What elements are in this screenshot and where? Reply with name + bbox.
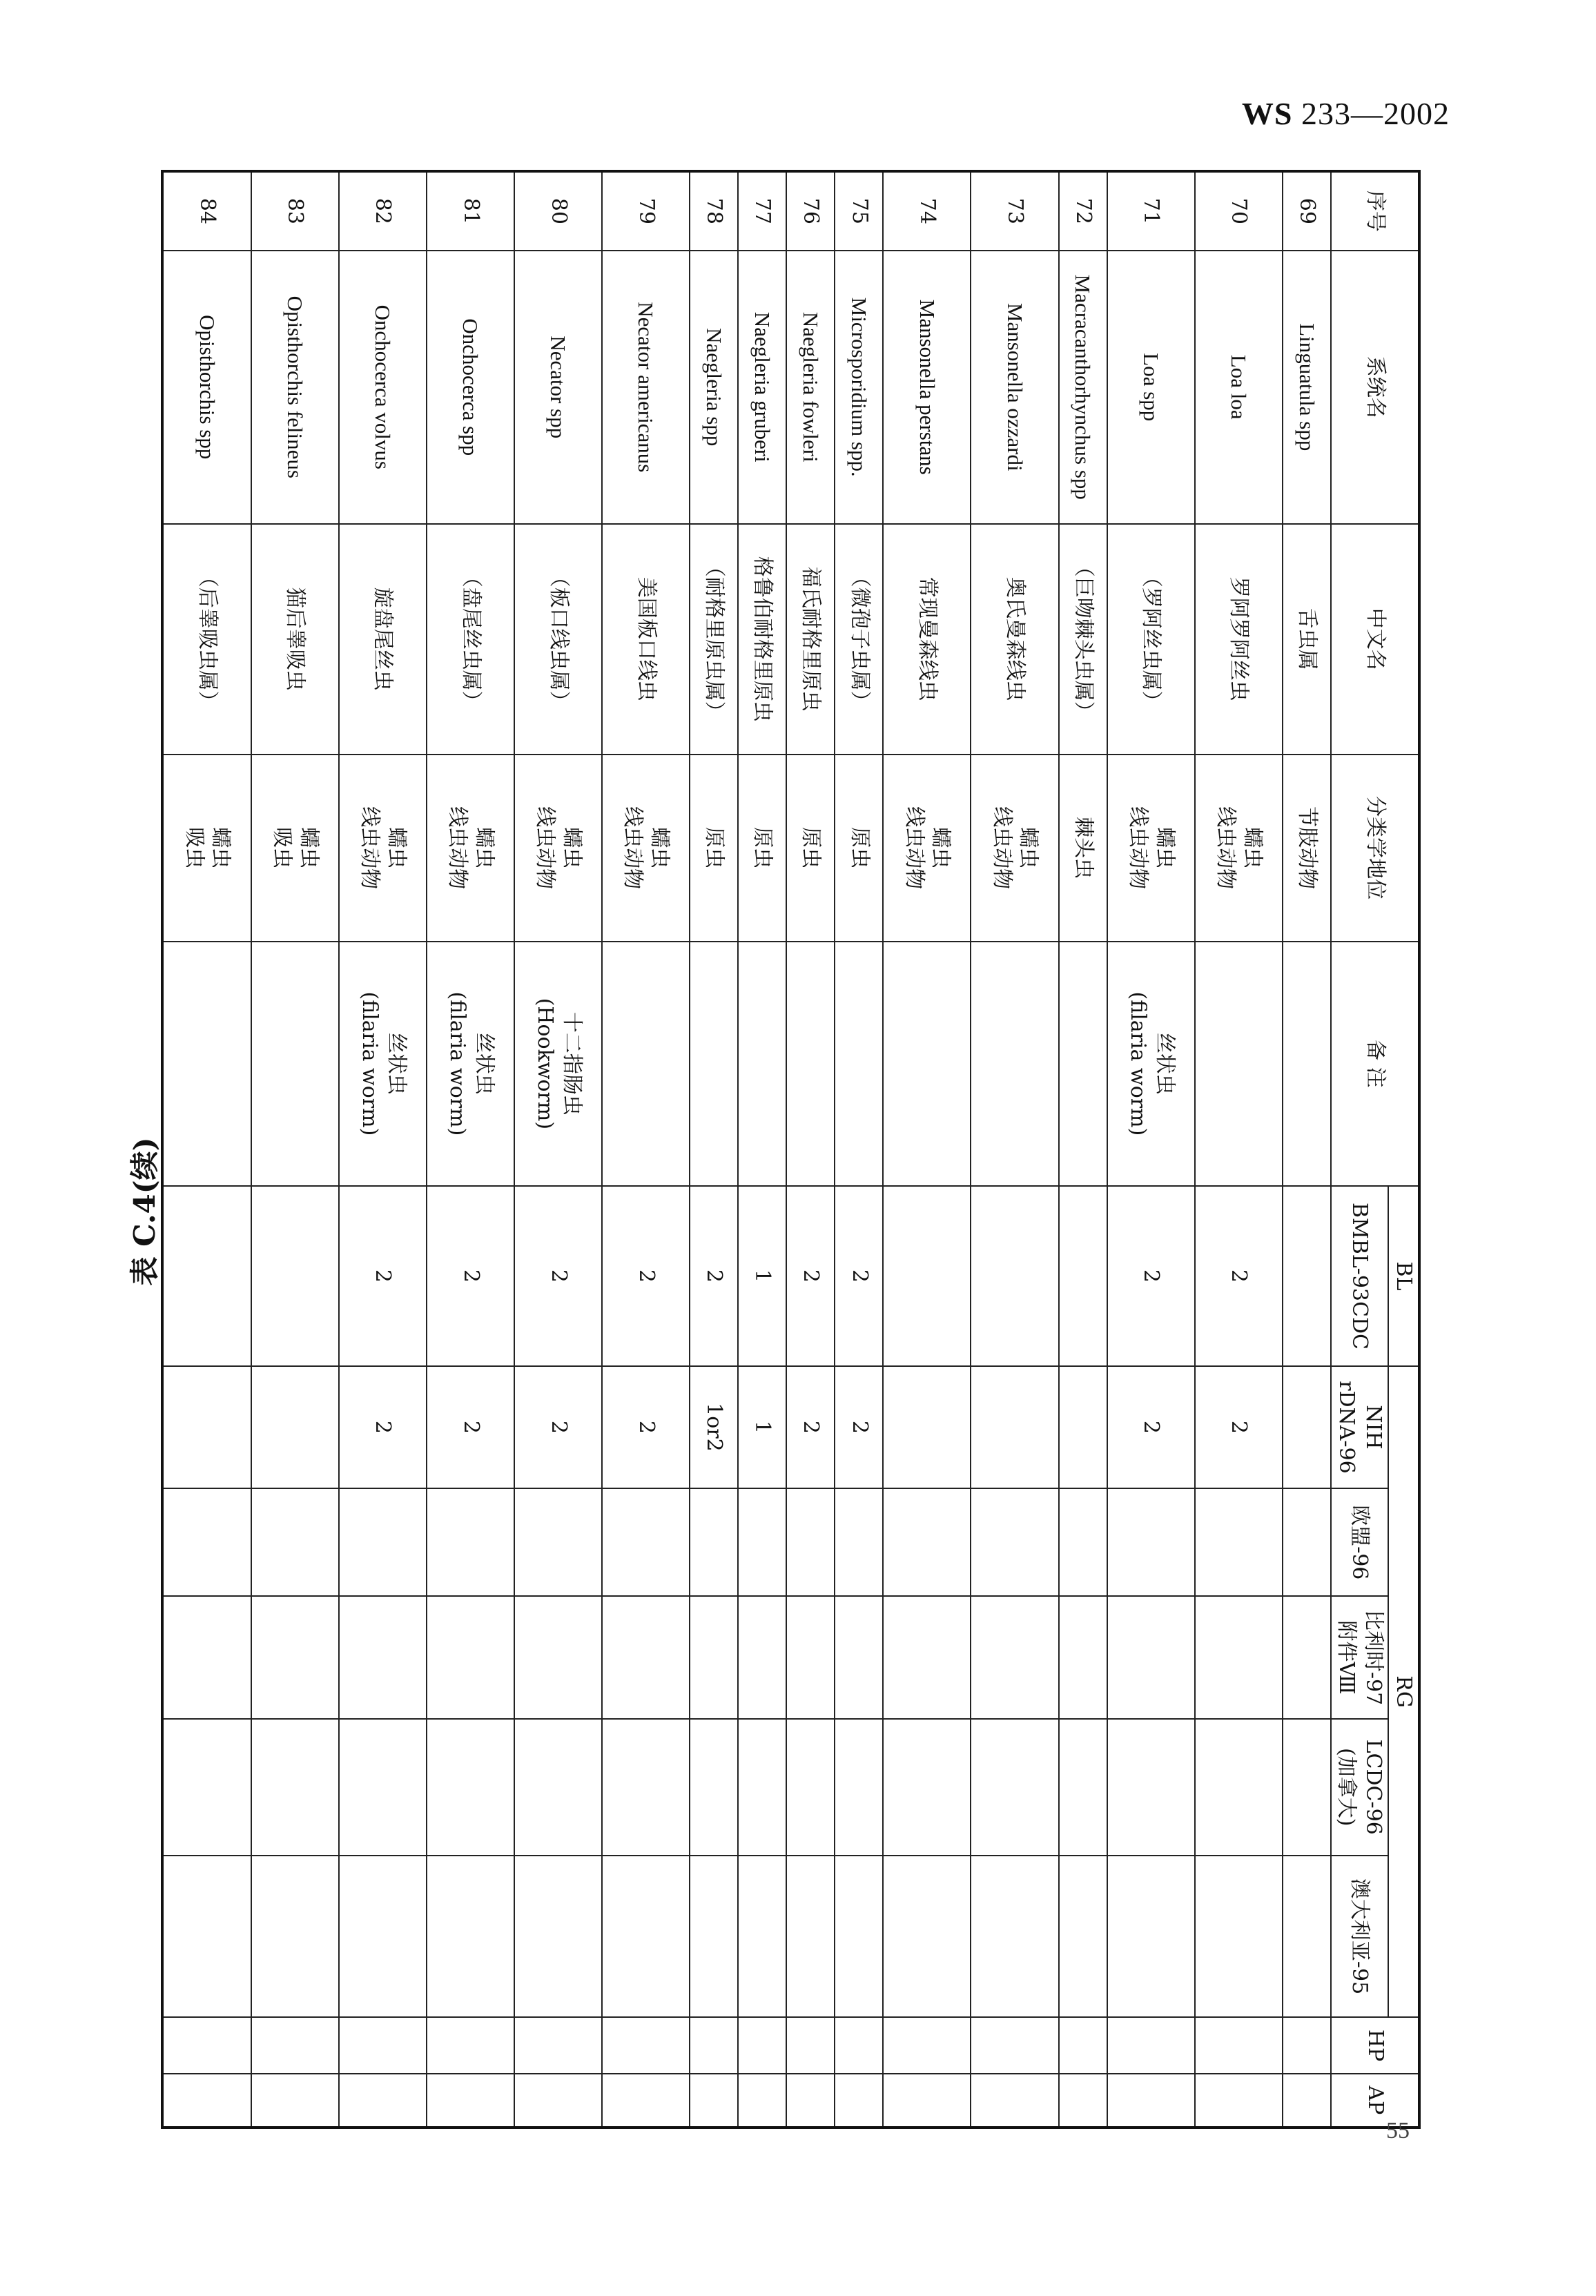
- cell-belgium: [162, 1596, 251, 1718]
- cell-cn-name: （耐格里原虫属）: [690, 524, 738, 755]
- cell-remark: [738, 942, 786, 1187]
- col-hp-header: HP: [1331, 2017, 1419, 2073]
- table-row: [738, 171, 786, 2128]
- cell-bmbl: 2: [602, 1186, 690, 1366]
- cell-bmbl: [162, 1186, 251, 1366]
- col-cn-name-header: 中文名: [1331, 524, 1419, 755]
- cell-hp: [971, 2017, 1058, 2073]
- cell-eu: [690, 1488, 738, 1596]
- cell-ap: [971, 2074, 1058, 2128]
- cell-cn-name: 旋盘尾丝虫: [339, 524, 427, 755]
- header-row-top: [1388, 171, 1419, 2128]
- cell-belgium: [786, 1596, 835, 1718]
- cell-ap: [835, 2074, 883, 2128]
- cell-remark: 丝状虫 (filaria worm): [427, 942, 514, 1187]
- cell-cn-name: 格鲁伯耐格里原虫: [738, 524, 786, 755]
- cell-ap: [251, 2074, 339, 2128]
- cell-sys-name: Microsporidium spp.: [835, 251, 883, 524]
- cell-taxon: 节肢动物: [1283, 755, 1331, 942]
- cell-belgium: [1195, 1596, 1283, 1718]
- cell-seq: 78: [690, 171, 738, 251]
- cell-cn-name: 常现曼森线虫: [883, 524, 971, 755]
- cell-ap: [514, 2074, 602, 2128]
- cell-australia: [1283, 1856, 1331, 2018]
- cell-remark: [1059, 942, 1107, 1187]
- cell-taxon: 棘头虫: [1059, 755, 1107, 942]
- cell-hp: [514, 2017, 602, 2073]
- cell-cn-name: （微孢子虫属）: [835, 524, 883, 755]
- cell-australia: [738, 1856, 786, 2018]
- cell-sys-name: Loa spp: [1107, 251, 1195, 524]
- cell-australia: [427, 1856, 514, 2018]
- cell-lcdc: [883, 1719, 971, 1856]
- table-row: [835, 171, 883, 2128]
- col-taxon-header: 分类学地位: [1331, 755, 1419, 942]
- cell-nih: [1283, 1366, 1331, 1488]
- table-row: [971, 171, 1058, 2128]
- cell-eu: [1059, 1488, 1107, 1596]
- cell-nih: [251, 1366, 339, 1488]
- col-rg-header: RG: [1388, 1366, 1419, 2018]
- cell-hp: [786, 2017, 835, 2073]
- col-remark-header: 备 注: [1331, 942, 1419, 1187]
- cell-hp: [162, 2017, 251, 2073]
- cell-nih: 2: [427, 1366, 514, 1488]
- cell-remark: [786, 942, 835, 1187]
- cell-eu: [1107, 1488, 1195, 1596]
- cell-belgium: [427, 1596, 514, 1718]
- cell-hp: [1195, 2017, 1283, 2073]
- cell-bmbl: 2: [690, 1186, 738, 1366]
- cell-australia: [1059, 1856, 1107, 2018]
- cell-sys-name: Necator spp: [514, 251, 602, 524]
- cell-nih: [162, 1366, 251, 1488]
- cell-ap: [427, 2074, 514, 2128]
- cell-seq: 70: [1195, 171, 1283, 251]
- cell-seq: 79: [602, 171, 690, 251]
- cell-eu: [835, 1488, 883, 1596]
- cell-belgium: [251, 1596, 339, 1718]
- cell-eu: [786, 1488, 835, 1596]
- cell-remark: 丝状虫 (filaria worm): [339, 942, 427, 1187]
- table-row: [514, 171, 602, 2128]
- table-row: [1283, 171, 1331, 2128]
- cell-belgium: [1059, 1596, 1107, 1718]
- cell-seq: 84: [162, 171, 251, 251]
- table-caption: 表 C.4(续): [128, 1137, 162, 1286]
- cell-lcdc: [251, 1719, 339, 1856]
- cell-lcdc: [738, 1719, 786, 1856]
- cell-bmbl: 2: [339, 1186, 427, 1366]
- cell-eu: [162, 1488, 251, 1596]
- cell-eu: [1195, 1488, 1283, 1596]
- table-row: [1195, 171, 1283, 2128]
- cell-cn-name: （盘尾丝虫属）: [427, 524, 514, 755]
- cell-ap: [1195, 2074, 1283, 2128]
- col-eu-header: 欧盟-96: [1331, 1488, 1388, 1596]
- cell-sys-name: Opisthorchis felineus: [251, 251, 339, 524]
- cell-bmbl: 2: [427, 1186, 514, 1366]
- cell-bmbl: 2: [514, 1186, 602, 1366]
- col-nih-header: NIH rDNA-96: [1331, 1366, 1388, 1488]
- table-row: [602, 171, 690, 2128]
- cell-bmbl: [971, 1186, 1058, 1366]
- cell-lcdc: [427, 1719, 514, 1856]
- cell-taxon: 原虫: [690, 755, 738, 942]
- cell-hp: [602, 2017, 690, 2073]
- cell-nih: 1: [738, 1366, 786, 1488]
- cell-australia: [883, 1856, 971, 2018]
- cell-ap: [1059, 2074, 1107, 2128]
- cell-cn-name: 福氏耐格里原虫: [786, 524, 835, 755]
- col-bl-header: BL: [1388, 1186, 1419, 1366]
- cell-belgium: [835, 1596, 883, 1718]
- cell-australia: [514, 1856, 602, 2018]
- cell-sys-name: Linguatula spp: [1283, 251, 1331, 524]
- cell-seq: 73: [971, 171, 1058, 251]
- cell-lcdc: [835, 1719, 883, 1856]
- cell-lcdc: [1059, 1719, 1107, 1856]
- cell-hp: [690, 2017, 738, 2073]
- cell-nih: 2: [514, 1366, 602, 1488]
- cell-hp: [883, 2017, 971, 2073]
- table-row: [1107, 171, 1195, 2128]
- cell-hp: [738, 2017, 786, 2073]
- cell-seq: 80: [514, 171, 602, 251]
- cell-taxon: 蠕虫 线虫动物: [514, 755, 602, 942]
- cell-eu: [971, 1488, 1058, 1596]
- cell-taxon: 蠕虫 线虫动物: [427, 755, 514, 942]
- cell-australia: [162, 1856, 251, 2018]
- cell-nih: 2: [835, 1366, 883, 1488]
- cell-eu: [251, 1488, 339, 1596]
- cell-belgium: [738, 1596, 786, 1718]
- cell-hp: [835, 2017, 883, 2073]
- cell-remark: [1195, 942, 1283, 1187]
- cell-cn-name: （罗阿丝虫属）: [1107, 524, 1195, 755]
- cell-belgium: [971, 1596, 1058, 1718]
- cell-bmbl: 2: [1195, 1186, 1283, 1366]
- cell-eu: [514, 1488, 602, 1596]
- cell-cn-name: 奥氏曼森线虫: [971, 524, 1058, 755]
- cell-australia: [602, 1856, 690, 2018]
- cell-belgium: [514, 1596, 602, 1718]
- cell-australia: [251, 1856, 339, 2018]
- cell-bmbl: [883, 1186, 971, 1366]
- cell-australia: [786, 1856, 835, 2018]
- cell-taxon: 蠕虫 线虫动物: [883, 755, 971, 942]
- cell-australia: [339, 1856, 427, 2018]
- cell-lcdc: [1195, 1719, 1283, 1856]
- cell-remark: [883, 942, 971, 1187]
- cell-remark: [835, 942, 883, 1187]
- cell-ap: [339, 2074, 427, 2128]
- cell-sys-name: Opisthorchis spp: [162, 251, 251, 524]
- cell-taxon: 蠕虫 线虫动物: [339, 755, 427, 942]
- table-row: [883, 171, 971, 2128]
- standard-code: [1242, 95, 1450, 132]
- cell-seq: 77: [738, 171, 786, 251]
- cell-bmbl: 2: [786, 1186, 835, 1366]
- cell-nih: 2: [1107, 1366, 1195, 1488]
- cell-sys-name: Onchocerca volvus: [339, 251, 427, 524]
- cell-remark: 十二指肠虫 (Hookworm): [514, 942, 602, 1187]
- table-body: [162, 171, 1331, 2128]
- cell-taxon: 原虫: [786, 755, 835, 942]
- cell-seq: 75: [835, 171, 883, 251]
- cell-australia: [1195, 1856, 1283, 2018]
- cell-nih: 2: [786, 1366, 835, 1488]
- cell-nih: 2: [339, 1366, 427, 1488]
- cell-ap: [738, 2074, 786, 2128]
- cell-ap: [602, 2074, 690, 2128]
- table-row: [690, 171, 738, 2128]
- cell-lcdc: [1283, 1719, 1331, 1856]
- cell-seq: 71: [1107, 171, 1195, 251]
- cell-remark: [602, 942, 690, 1187]
- cell-belgium: [690, 1596, 738, 1718]
- cell-cn-name: 美国板口线虫: [602, 524, 690, 755]
- cell-eu: [427, 1488, 514, 1596]
- standard-prefix: WS: [1241, 96, 1293, 131]
- cell-hp: [427, 2017, 514, 2073]
- col-seq-header: 序号: [1331, 171, 1419, 251]
- cell-sys-name: Mansonella ozzardi: [971, 251, 1058, 524]
- cell-seq: 83: [251, 171, 339, 251]
- cell-remark: [162, 942, 251, 1187]
- cell-bmbl: 2: [835, 1186, 883, 1366]
- cell-remark: [971, 942, 1058, 1187]
- cell-lcdc: [602, 1719, 690, 1856]
- col-ap-header: AP: [1331, 2074, 1419, 2128]
- cell-belgium: [1283, 1596, 1331, 1718]
- cell-bmbl: [1059, 1186, 1107, 1366]
- cell-seq: 76: [786, 171, 835, 251]
- cell-taxon: 蠕虫 线虫动物: [1195, 755, 1283, 942]
- cell-nih: [883, 1366, 971, 1488]
- cell-taxon: 原虫: [835, 755, 883, 942]
- cell-remark: [251, 942, 339, 1187]
- cell-sys-name: Naegleria spp: [690, 251, 738, 524]
- cell-hp: [339, 2017, 427, 2073]
- cell-ap: [162, 2074, 251, 2128]
- standard-number: 233—2002: [1301, 96, 1450, 131]
- cell-cn-name: （板口线虫属）: [514, 524, 602, 755]
- cell-nih: [1059, 1366, 1107, 1488]
- cell-lcdc: [690, 1719, 738, 1856]
- cell-sys-name: Macracanthorhynchus spp: [1059, 251, 1107, 524]
- cell-cn-name: 舌虫属: [1283, 524, 1331, 755]
- cell-belgium: [339, 1596, 427, 1718]
- cell-seq: 69: [1283, 171, 1331, 251]
- cell-lcdc: [162, 1719, 251, 1856]
- cell-eu: [738, 1488, 786, 1596]
- cell-hp: [1283, 2017, 1331, 2073]
- table-row: [162, 171, 251, 2128]
- cell-eu: [602, 1488, 690, 1596]
- cell-remark: [690, 942, 738, 1187]
- cell-bmbl: [1283, 1186, 1331, 1366]
- cell-nih: 2: [1195, 1366, 1283, 1488]
- cell-australia: [1107, 1856, 1195, 2018]
- cell-seq: 72: [1059, 171, 1107, 251]
- cell-remark: [1283, 942, 1331, 1187]
- table-row: [1059, 171, 1107, 2128]
- cell-taxon: 蠕虫 线虫动物: [1107, 755, 1195, 942]
- cell-bmbl: 1: [738, 1186, 786, 1366]
- cell-nih: 2: [602, 1366, 690, 1488]
- cell-eu: [339, 1488, 427, 1596]
- cell-seq: 74: [883, 171, 971, 251]
- table-row: [251, 171, 339, 2128]
- cell-ap: [883, 2074, 971, 2128]
- cell-lcdc: [786, 1719, 835, 1856]
- cell-bmbl: [251, 1186, 339, 1366]
- cell-seq: 82: [339, 171, 427, 251]
- cell-sys-name: Necator americanus: [602, 251, 690, 524]
- cell-remark: 丝状虫 (filaria worm): [1107, 942, 1195, 1187]
- cell-lcdc: [514, 1719, 602, 1856]
- cell-eu: [883, 1488, 971, 1596]
- cell-cn-name: 罗阿罗阿丝虫: [1195, 524, 1283, 755]
- cell-seq: 81: [427, 171, 514, 251]
- cell-lcdc: [1107, 1719, 1195, 1856]
- cell-sys-name: Onchocerca spp: [427, 251, 514, 524]
- cell-hp: [1107, 2017, 1195, 2073]
- cell-belgium: [602, 1596, 690, 1718]
- cell-australia: [835, 1856, 883, 2018]
- cell-belgium: [1107, 1596, 1195, 1718]
- table-row: [339, 171, 427, 2128]
- cell-belgium: [883, 1596, 971, 1718]
- cell-sys-name: Mansonella perstans: [883, 251, 971, 524]
- col-sys-name-header: 系统名: [1331, 251, 1419, 524]
- cell-lcdc: [971, 1719, 1058, 1856]
- cell-bmbl: 2: [1107, 1186, 1195, 1366]
- cell-hp: [1059, 2017, 1107, 2073]
- cell-lcdc: [339, 1719, 427, 1856]
- cell-nih: 1or2: [690, 1366, 738, 1488]
- col-bmbl-header: BMBL-93CDC: [1331, 1186, 1388, 1366]
- cell-nih: [971, 1366, 1058, 1488]
- cell-ap: [1283, 2074, 1331, 2128]
- cell-ap: [1107, 2074, 1195, 2128]
- cell-taxon: 蠕虫 吸虫: [162, 755, 251, 942]
- organism-table: [161, 170, 1421, 2129]
- cell-eu: [1283, 1488, 1331, 1596]
- cell-taxon: 蠕虫 线虫动物: [602, 755, 690, 942]
- cell-australia: [971, 1856, 1058, 2018]
- table-row: [427, 171, 514, 2128]
- cell-ap: [786, 2074, 835, 2128]
- cell-ap: [690, 2074, 738, 2128]
- cell-cn-name: 猫后睾吸虫: [251, 524, 339, 755]
- cell-australia: [690, 1856, 738, 2018]
- page-number: 55: [1386, 2118, 1410, 2143]
- col-belgium-header: 比利时-97 附件Ⅷ: [1331, 1596, 1388, 1718]
- cell-taxon: 蠕虫 吸虫: [251, 755, 339, 942]
- cell-cn-name: （后睾吸虫属）: [162, 524, 251, 755]
- cell-hp: [251, 2017, 339, 2073]
- cell-taxon: 蠕虫 线虫动物: [971, 755, 1058, 942]
- cell-taxon: 原虫: [738, 755, 786, 942]
- cell-sys-name: Naegleria gruberi: [738, 251, 786, 524]
- table-row: [786, 171, 835, 2128]
- col-australia-header: 澳大利亚-95: [1331, 1856, 1388, 2018]
- cell-cn-name: （巨吻棘头虫属）: [1059, 524, 1107, 755]
- col-lcdc-header: LCDC-96 (加拿大): [1331, 1719, 1388, 1856]
- table-container: [161, 170, 1421, 2129]
- cell-sys-name: Naegleria fowleri: [786, 251, 835, 524]
- cell-sys-name: Loa loa: [1195, 251, 1283, 524]
